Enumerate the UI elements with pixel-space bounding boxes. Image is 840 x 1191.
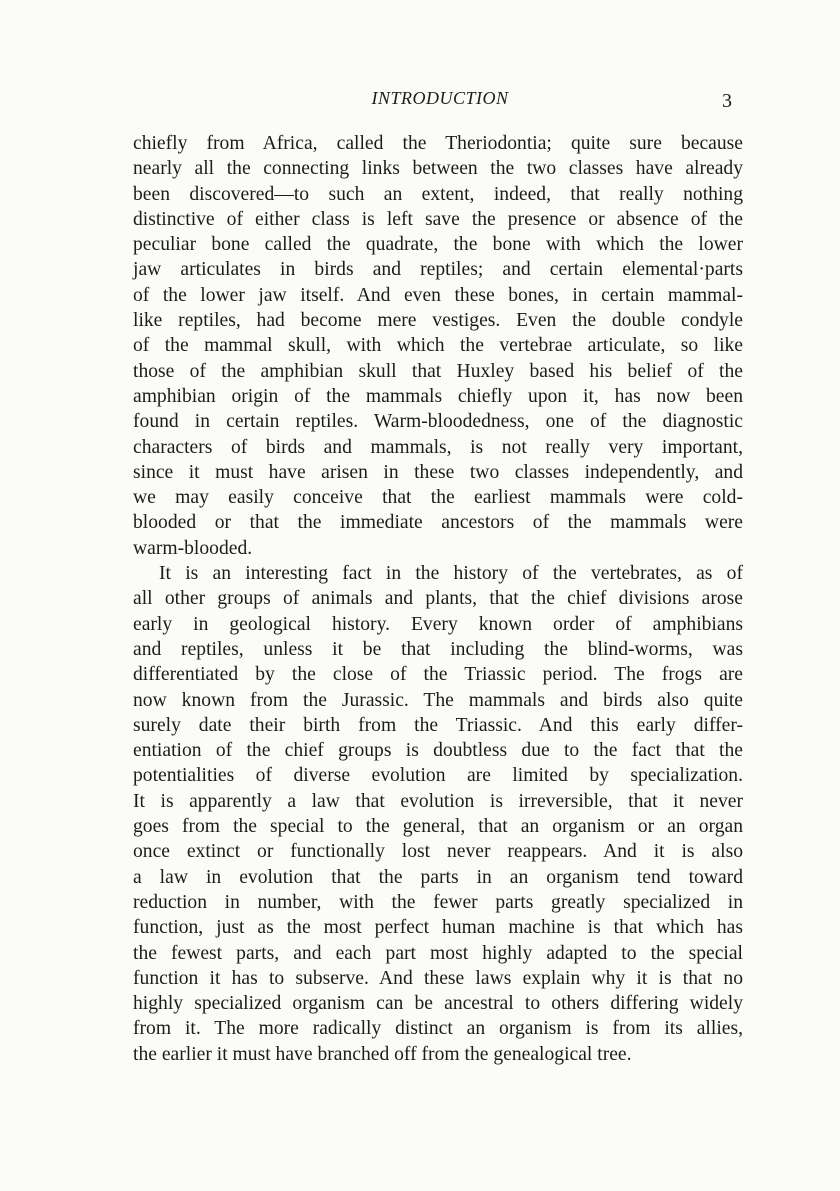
text-line: warm-blooded. [133, 537, 253, 559]
text-line: highly specialized organism can be ancestral to others differing widely [133, 993, 743, 1015]
text-line: the earlier it must have branched off from the genealogical tree. [133, 1043, 632, 1065]
text-line: those of the amphibian skull that Huxley based his belief of the [133, 360, 743, 382]
paragraph [133, 561, 743, 1067]
text-line: peculiar bone called the quadrate, the bone with which the lower [133, 234, 743, 256]
text-line: function, just as the most perfect human machine is that which has [133, 917, 743, 939]
text-line: early in geological history. Every known order of amphibians [133, 613, 743, 635]
text-line: a law in evolution that the parts in an organism tend toward [133, 866, 743, 888]
text-line: of the mammal skull, with which the vertebrae articulate, so like [133, 335, 743, 357]
text-line: entiation of the chief groups is doubtless due to the fact that the [133, 740, 743, 762]
text-line: been discovered—to such an extent, indeed, that really nothing [133, 183, 743, 205]
text-line: all other groups of animals and plants, that the chief divisions arose [133, 588, 743, 610]
text-line: like reptiles, had become mere vestiges. Even the double condyle [133, 310, 743, 332]
text-line: potentialities of diverse evolution are limited by specialization. [133, 765, 743, 787]
text-line: differentiated by the close of the Triassic period. The frogs are [133, 664, 743, 686]
text-line: blooded or that the immediate ancestors of the mammals were [133, 512, 743, 534]
text-line: the fewest parts, and each part most highly adapted to the special [133, 942, 743, 964]
page-header [0, 88, 840, 114]
text-line: characters of birds and mammals, is not really very important, [133, 436, 743, 458]
body-text [133, 131, 743, 1067]
text-line: jaw articulates in birds and reptiles; and certain elemental·parts [133, 259, 743, 281]
text-line: now known from the Jurassic. The mammals and birds also quite [133, 689, 743, 711]
text-line: we may easily conceive that the earliest mammals were cold- [133, 487, 743, 509]
paragraph [133, 131, 743, 561]
text-line: function it has to subserve. And these laws explain why it is that no [133, 967, 743, 989]
text-line: reduction in number, with the fewer parts greatly specialized in [133, 891, 743, 913]
text-line: distinctive of either class is left save the presence or absence of the [133, 208, 743, 230]
text-line: since it must have arisen in these two classes independently, and [133, 461, 743, 483]
text-line: surely date their birth from the Triassic. And this early differ- [133, 714, 743, 736]
text-line: from it. The more radically distinct an organism is from its allies, [133, 1018, 743, 1040]
text-line: found in certain reptiles. Warm-bloodedness, one of the diagnostic [133, 411, 743, 433]
page-number: 3 [722, 90, 732, 112]
text-line: nearly all the connecting links between the two classes have already [133, 158, 743, 180]
text-line: It is an interesting fact in the history of the vertebrates, as of [159, 563, 743, 585]
text-line: amphibian origin of the mammals chiefly upon it, has now been [133, 385, 743, 407]
text-line: goes from the special to the general, that an organism or an organ [133, 816, 743, 838]
text-line: chiefly from Africa, called the Theriodontia; quite sure because [133, 133, 743, 154]
text-line: once extinct or functionally lost never reappears. And it is also [133, 841, 743, 863]
text-line: It is apparently a law that evolution is irreversible, that it never [133, 790, 743, 812]
running-title: INTRODUCTION [371, 88, 509, 108]
text-line: of the lower jaw itself. And even these bones, in certain mammal- [133, 284, 743, 306]
text-line: and reptiles, unless it be that including the blind-worms, was [133, 638, 743, 660]
